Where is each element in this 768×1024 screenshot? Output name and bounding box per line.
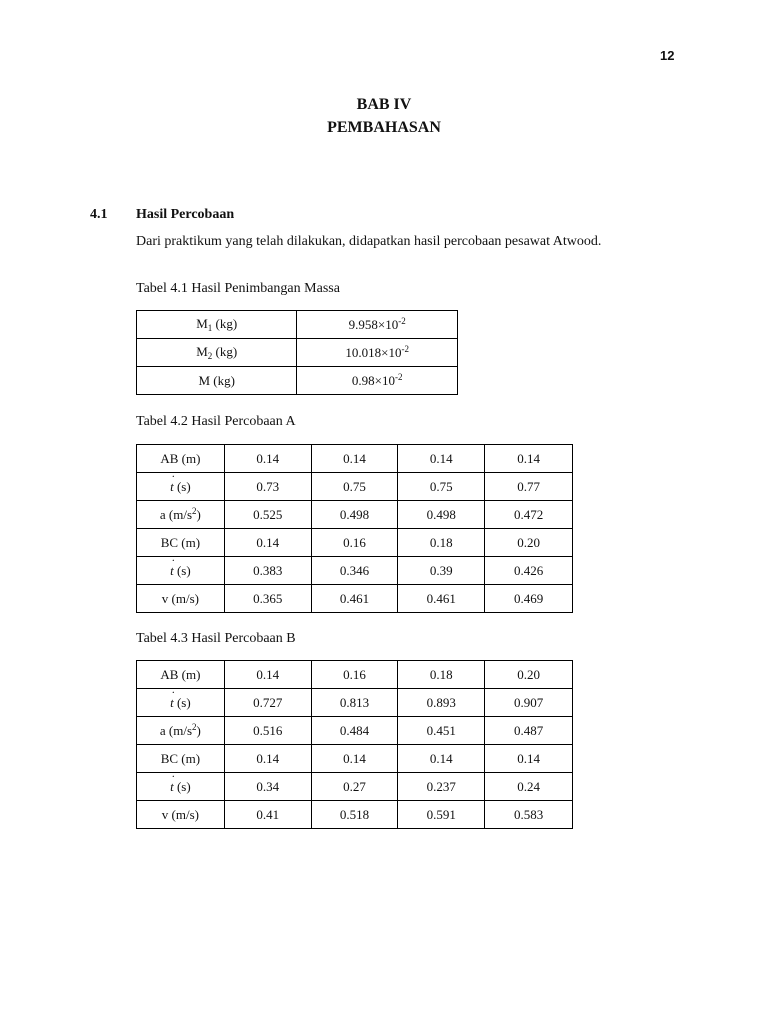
table-row (137, 473, 573, 501)
table-cell-value: 0.484 (311, 717, 398, 745)
table-cell-value: 0.75 (311, 473, 398, 501)
table-cell-value: 0.516 (224, 717, 311, 745)
table-cell-value: 0.461 (311, 585, 398, 613)
table-cell-value: 0.14 (224, 661, 311, 689)
table-cell-label: v (m/s) (137, 801, 225, 829)
table-row (137, 445, 573, 473)
table-cell-value: 0.41 (224, 801, 311, 829)
table-row (137, 661, 573, 689)
chapter-number: BAB IV (356, 96, 412, 113)
experiment-b-table (136, 660, 573, 829)
table-cell-value: 0.383 (224, 557, 311, 585)
table-cell-label: M (kg) (137, 367, 297, 395)
table-cell-value: 0.451 (398, 717, 485, 745)
table-cell-value: 0.346 (311, 557, 398, 585)
section-title: Hasil Percobaan (136, 207, 235, 222)
table-cell-value: 0.525 (224, 501, 311, 529)
table-cell-label: t ˙ (s) (137, 473, 225, 501)
table-cell-value: 0.14 (485, 745, 573, 773)
experiment-a-table (136, 444, 573, 613)
table-cell-value: 0.34 (224, 773, 311, 801)
table-cell-value: 0.14 (311, 745, 398, 773)
table-cell-value: 0.469 (485, 585, 573, 613)
table-row (137, 585, 573, 613)
mass-table (136, 310, 458, 395)
chapter-heading (0, 93, 768, 139)
table-cell-value: $9.958\times 10^{-2}$ (297, 311, 458, 339)
table-cell-label: v (m/s) (137, 585, 225, 613)
table-cell-value: 0.73 (224, 473, 311, 501)
table-cell-value: 0.365 (224, 585, 311, 613)
table-cell-label: AB (m) (137, 661, 225, 689)
table-row (137, 311, 458, 339)
table-cell-value: 0.16 (311, 661, 398, 689)
table2-caption: Tabel 4.2 Hasil Percobaan A (136, 414, 296, 429)
table-cell-value: 0.20 (485, 661, 573, 689)
table-cell-value: 0.472 (485, 501, 573, 529)
table-cell-value: 0.498 (398, 501, 485, 529)
table-cell-label: t ˙ (s) (137, 773, 225, 801)
table-row (137, 689, 573, 717)
table-cell-value: 0.75 (398, 473, 485, 501)
table-cell-value: 0.14 (224, 529, 311, 557)
table-cell-value: 0.14 (485, 445, 573, 473)
table-cell-value: 0.907 (485, 689, 573, 717)
table-cell-value: 0.518 (311, 801, 398, 829)
table-cell-label: a $(m/s^2)$ (137, 717, 225, 745)
section-paragraph: Dari praktikum yang telah dilakukan, didapatkan hasil percobaan pesawat Atwood. (136, 234, 602, 249)
page-number: 12 (660, 48, 675, 63)
table-cell-value: 0.16 (311, 529, 398, 557)
table-cell-value: 0.237 (398, 773, 485, 801)
table-cell-label: AB (m) (137, 445, 225, 473)
table1-caption: Tabel 4.1 Hasil Penimbangan Massa (136, 281, 340, 296)
table-cell-value: 0.727 (224, 689, 311, 717)
table-row (137, 717, 573, 745)
table-cell-value: 0.14 (398, 445, 485, 473)
table-cell-value: 0.27 (311, 773, 398, 801)
table-cell-label: t ˙ (s) (137, 557, 225, 585)
table-row (137, 367, 458, 395)
table-cell-value: 0.893 (398, 689, 485, 717)
chapter-title: PEMBAHASAN (327, 119, 441, 136)
table-cell-label: t ˙ (s) (137, 689, 225, 717)
table-cell-label: a $(m/s^2)$ (137, 501, 225, 529)
table-row (137, 339, 458, 367)
table-cell-label: $M_2$ (kg) (137, 339, 297, 367)
table-cell-value: 0.18 (398, 661, 485, 689)
table3-caption: Tabel 4.3 Hasil Percobaan B (136, 631, 296, 646)
table-cell-label: BC (m) (137, 529, 225, 557)
table-row (137, 501, 573, 529)
table-cell-value: 0.591 (398, 801, 485, 829)
table-cell-value: 0.14 (224, 445, 311, 473)
table-cell-value: $10.018\times 10^{-2}$ (297, 339, 458, 367)
table-cell-value: 0.24 (485, 773, 573, 801)
table-cell-value: 0.18 (398, 529, 485, 557)
table-cell-label: $M_1$ (kg) (137, 311, 297, 339)
table-cell-value: 0.20 (485, 529, 573, 557)
table-row (137, 801, 573, 829)
table-cell-value: 0.813 (311, 689, 398, 717)
table-cell-value: 0.426 (485, 557, 573, 585)
table-cell-value: 0.77 (485, 473, 573, 501)
table-cell-value: 0.14 (398, 745, 485, 773)
table-cell-label: BC (m) (137, 745, 225, 773)
table-cell-value: 0.461 (398, 585, 485, 613)
table-row (137, 773, 573, 801)
table-cell-value: $0.98\times 10^{-2}$ (297, 367, 458, 395)
section-number: 4.1 (90, 207, 108, 222)
table-cell-value: 0.583 (485, 801, 573, 829)
table-row (137, 529, 573, 557)
table-row (137, 745, 573, 773)
table-cell-value: 0.487 (485, 717, 573, 745)
table-cell-value: 0.39 (398, 557, 485, 585)
table-cell-value: 0.498 (311, 501, 398, 529)
table-cell-value: 0.14 (224, 745, 311, 773)
table-cell-value: 0.14 (311, 445, 398, 473)
table-row (137, 557, 573, 585)
